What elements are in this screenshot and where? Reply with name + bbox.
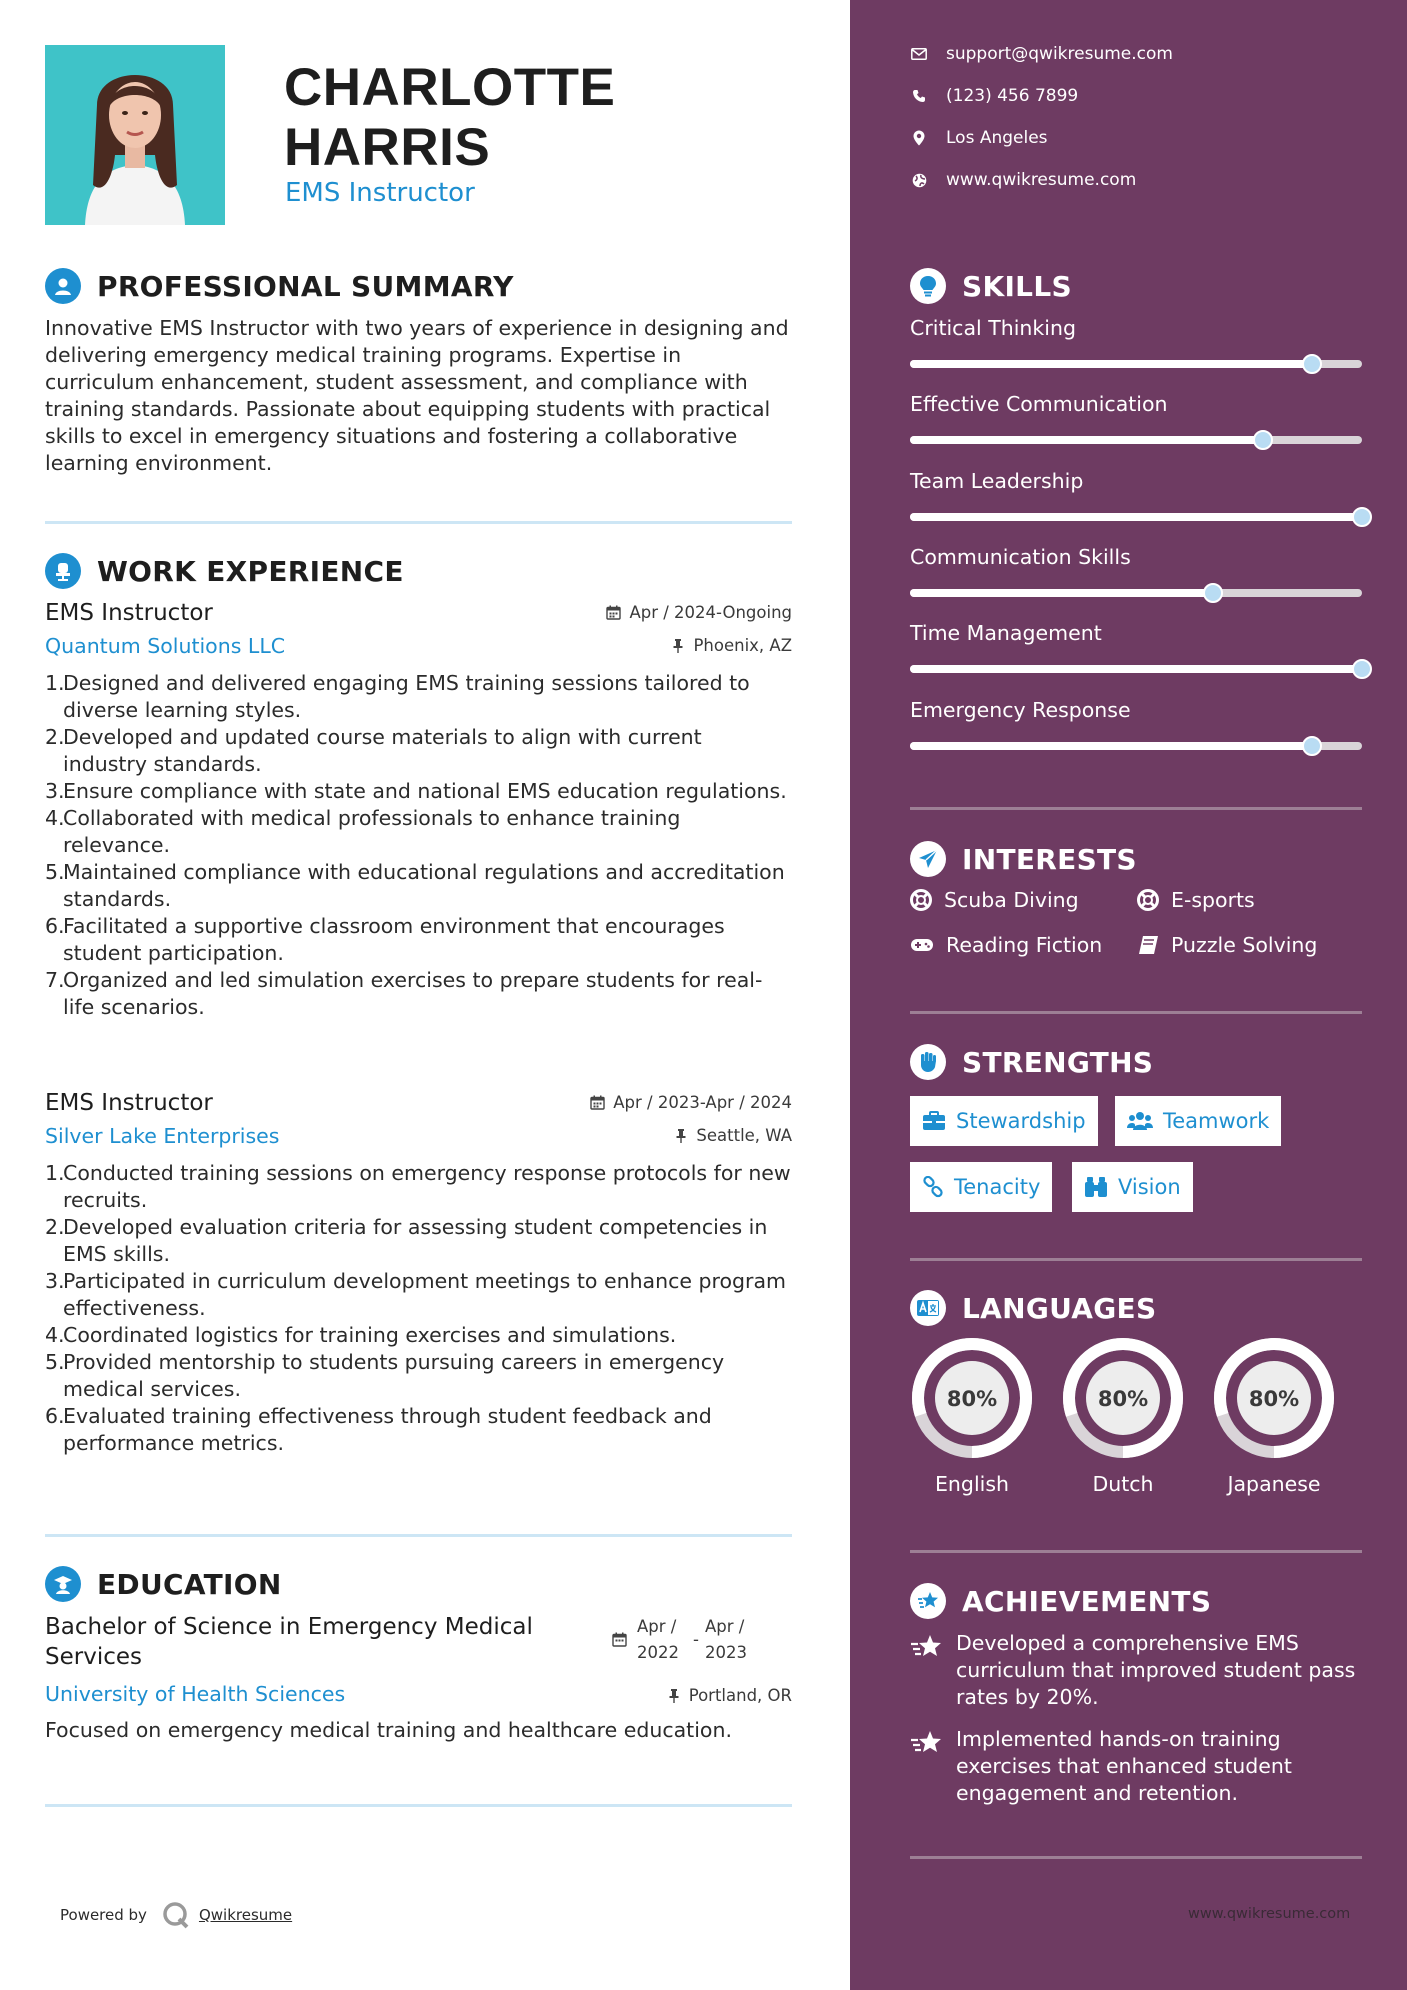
job-title: EMS Instructor — [285, 178, 475, 208]
map-marker-icon — [910, 130, 928, 146]
bullet-item — [45, 1214, 792, 1268]
language-ring — [1061, 1336, 1185, 1460]
job-position: EMS Instructor — [45, 600, 213, 626]
bullet-text: Participated in curriculum development meetings to enhance program effectiveness. — [63, 1269, 787, 1320]
life-ring-icon — [910, 889, 932, 911]
bullet-number: 6. — [45, 914, 65, 938]
summary-title: PROFESSIONAL SUMMARY — [97, 269, 514, 303]
bullet-number: 4. — [45, 1323, 65, 1347]
work-title: WORK EXPERIENCE — [97, 554, 404, 588]
bullet-number: 6. — [45, 1404, 65, 1428]
qwikresume-link[interactable]: Qwikresume — [198, 1906, 293, 1924]
bullet-text: Maintained compliance with educational regulations and accreditation standards. — [63, 860, 785, 911]
skill-item — [910, 621, 1362, 673]
bullet-text: Facilitated a supportive classroom environment that encourages student participation. — [63, 914, 725, 965]
interest-item: Scuba Diving — [910, 888, 1079, 912]
footer-url[interactable]: www.qwikresume.com — [1188, 1906, 1351, 1922]
job-dates: Apr / 2023-Apr / 2024 — [590, 1093, 792, 1112]
bullet-item — [45, 859, 792, 913]
pin-icon — [667, 1688, 681, 1703]
language-name: English — [934, 1472, 1010, 1496]
skill-level-fill — [910, 742, 1312, 750]
bullet-text: Provided mentorship to students pursuing careers in emergency medical services. — [63, 1350, 725, 1401]
language-percent: 80% — [1097, 1387, 1149, 1411]
strengths-heading — [910, 1044, 1153, 1080]
bullet-text: Organized and led simulation exercises to prepare students for real-life scenarios. — [63, 968, 763, 1019]
fist-icon — [910, 1044, 946, 1080]
bullet-text: Developed and updated course materials to align with current industry standards. — [63, 725, 702, 776]
languages-title: LANGUAGES — [962, 1291, 1157, 1325]
candidate-name — [284, 58, 615, 178]
skill-label: Emergency Response — [910, 697, 1131, 722]
strength-chip: Teamwork — [1115, 1096, 1281, 1146]
pin-icon — [671, 638, 685, 653]
skill-level-bar — [910, 360, 1362, 368]
bullet-number: 5. — [45, 1350, 65, 1374]
contact-website[interactable]: www.qwikresume.com — [910, 170, 1136, 190]
interest-item: Puzzle Solving — [1137, 933, 1317, 957]
binoculars-icon — [1084, 1176, 1108, 1198]
gamepad-icon — [910, 937, 934, 953]
divider — [910, 1856, 1362, 1859]
education-heading — [45, 1566, 282, 1602]
interest-item: E-sports — [1137, 888, 1255, 912]
education-dates: Apr / 2022 - Apr / 2023 — [612, 1614, 747, 1666]
languages-heading — [910, 1290, 1156, 1326]
briefcase-chair-icon — [45, 553, 81, 589]
shooting-star-icon — [910, 1728, 944, 1758]
sidebar — [850, 0, 1407, 1990]
job-bullets — [45, 670, 792, 1021]
contact-email[interactable]: support@qwikresume.com — [910, 44, 1173, 64]
bullet-number: 3. — [45, 779, 65, 803]
job-entry — [45, 600, 792, 1021]
calendar-icon — [590, 1095, 605, 1110]
skill-level-bar — [910, 589, 1362, 597]
graduate-icon — [45, 1566, 81, 1602]
book-icon — [1137, 935, 1159, 955]
bullet-number: 3. — [45, 1269, 65, 1293]
language-item — [1212, 1336, 1336, 1496]
achievements-heading — [910, 1583, 1211, 1619]
briefcase-icon — [922, 1111, 946, 1131]
bullet-text: Collaborated with medical professionals to enhance training relevance. — [63, 806, 681, 857]
skill-level-knob — [1302, 354, 1322, 374]
degree: Bachelor of Science in Emergency Medical Services — [45, 1614, 533, 1670]
skill-level-knob — [1352, 507, 1372, 527]
qwikresume-logo-icon — [161, 1900, 191, 1930]
skills-heading — [910, 268, 1072, 304]
phone-icon — [910, 89, 928, 103]
language-percent: 80% — [1248, 1387, 1300, 1411]
skill-label: Critical Thinking — [910, 316, 1076, 340]
education-title: EDUCATION — [97, 1567, 282, 1601]
skill-level-knob — [1302, 736, 1322, 756]
skills-title: SKILLS — [962, 269, 1072, 303]
paper-plane-icon — [910, 841, 946, 877]
bullet-item — [45, 1322, 792, 1349]
life-ring-icon — [1137, 889, 1159, 911]
divider — [45, 521, 792, 524]
bullet-item — [45, 670, 792, 724]
link-icon — [922, 1176, 944, 1198]
bullet-number: 2. — [45, 1215, 65, 1239]
interest-item: Reading Fiction — [910, 933, 1102, 957]
shooting-star-icon — [910, 1632, 944, 1662]
divider — [910, 1011, 1362, 1014]
job-bullets — [45, 1160, 792, 1457]
strength-chip: Stewardship — [910, 1096, 1098, 1146]
education-description: Focused on emergency medical training and healthcare education. — [45, 1718, 732, 1742]
job-company: Silver Lake Enterprises — [45, 1124, 280, 1148]
skill-item — [910, 469, 1362, 521]
divider — [45, 1804, 792, 1807]
job-entry — [45, 1090, 792, 1457]
strength-chip: Vision — [1072, 1162, 1193, 1212]
first-name: CHARLOTTE — [284, 58, 616, 117]
divider — [45, 1534, 792, 1537]
bullet-item — [45, 724, 792, 778]
skill-item — [910, 545, 1362, 597]
bullet-item — [45, 1349, 792, 1403]
interests-title: INTERESTS — [962, 842, 1137, 876]
job-location: Seattle, WA — [674, 1126, 792, 1145]
school: University of Health Sciences — [45, 1682, 346, 1706]
achievement-item: Developed a comprehensive EMS curriculum that improved student pass rates by 20%. — [910, 1630, 1362, 1711]
bullet-text: Developed evaluation criteria for assessing student competencies in EMS skills. — [63, 1215, 768, 1266]
skill-level-bar — [910, 513, 1362, 521]
bullet-item — [45, 1268, 792, 1322]
profile-photo — [45, 45, 225, 225]
language-ring — [910, 1336, 1034, 1460]
bullet-item — [45, 967, 792, 1021]
skill-item — [910, 316, 1362, 368]
powered-by: Powered by Qwikresume — [60, 1900, 292, 1930]
skill-level-fill — [910, 589, 1213, 597]
work-heading — [45, 553, 404, 589]
interests-heading — [910, 841, 1137, 877]
job-company: Quantum Solutions LLC — [45, 634, 286, 658]
achievements-title: ACHIEVEMENTS — [962, 1584, 1212, 1618]
calendar-icon — [612, 1632, 627, 1647]
bullet-number: 2. — [45, 725, 65, 749]
translate-icon — [910, 1290, 946, 1326]
bullet-item — [45, 805, 792, 859]
globe-icon — [910, 173, 928, 188]
skill-label: Effective Communication — [910, 392, 1168, 417]
language-ring — [1212, 1336, 1336, 1460]
bullet-number: 7. — [45, 968, 65, 992]
skill-level-fill — [910, 360, 1312, 368]
language-name: Japanese — [1227, 1472, 1321, 1496]
achievement-item: Implemented hands-on training exercises that enhanced student engagement and retention. — [910, 1726, 1362, 1807]
skill-level-bar — [910, 436, 1362, 444]
divider — [910, 1258, 1362, 1261]
summary-heading — [45, 268, 514, 304]
language-percent: 80% — [946, 1387, 998, 1411]
skill-label: Communication Skills — [910, 544, 1131, 569]
job-position: EMS Instructor — [45, 1090, 213, 1116]
bullet-text: Evaluated training effectiveness through student feedback and performance metrics. — [63, 1404, 712, 1455]
skill-level-bar — [910, 742, 1362, 750]
bullet-text: Designed and delivered engaging EMS training sessions tailored to diverse learning styles. — [63, 671, 750, 722]
bullet-text: Coordinated logistics for training exercises and simulations. — [63, 1323, 677, 1347]
strengths-title: STRENGTHS — [962, 1045, 1154, 1079]
pin-icon — [674, 1128, 688, 1143]
job-location: Phoenix, AZ — [671, 636, 792, 655]
skill-label: Time Management — [910, 621, 1102, 646]
star-badge-icon — [910, 1583, 946, 1619]
contact-phone[interactable]: (123) 456 7899 — [910, 86, 1078, 106]
contact-location: Los Angeles — [910, 128, 1048, 148]
bullet-item — [45, 778, 792, 805]
bullet-number: 1. — [45, 671, 65, 695]
bullet-number: 5. — [45, 860, 65, 884]
education-location: Portland, OR — [667, 1686, 792, 1705]
bullet-item — [45, 1160, 792, 1214]
lightbulb-icon — [910, 268, 946, 304]
skill-level-fill — [910, 665, 1362, 673]
skill-level-knob — [1352, 659, 1372, 679]
calendar-icon — [606, 605, 621, 620]
bullet-text: Conducted training sessions on emergency response protocols for new recruits. — [63, 1161, 791, 1212]
summary-text: Innovative EMS Instructor with two years of experience in designing and delivering emergency medical training programs. Expertise in curriculum enhancement, student assessment, and compliance with training standards. Passionate about equipping students with practical skills to excel in emergency situations and fostering a collaborative learning environment. — [45, 316, 789, 475]
skill-level-fill — [910, 436, 1263, 444]
bullet-number: 4. — [45, 806, 65, 830]
users-icon — [1127, 1111, 1153, 1131]
envelope-icon — [910, 48, 928, 60]
language-item — [910, 1336, 1034, 1496]
strength-chip: Tenacity — [910, 1162, 1052, 1212]
bullet-item — [45, 1403, 792, 1457]
skill-level-knob — [1203, 583, 1223, 603]
language-item — [1061, 1336, 1185, 1496]
skill-item — [910, 698, 1362, 750]
language-name: Dutch — [1092, 1472, 1154, 1496]
skill-label: Team Leadership — [910, 468, 1084, 493]
skill-item — [910, 392, 1362, 444]
divider — [910, 807, 1362, 810]
divider — [910, 1550, 1362, 1553]
skill-level-knob — [1253, 430, 1273, 450]
last-name: HARRIS — [284, 118, 491, 177]
job-dates: Apr / 2024-Ongoing — [606, 603, 792, 622]
bullet-item — [45, 913, 792, 967]
skill-level-fill — [910, 513, 1362, 521]
bullet-text: Ensure compliance with state and national EMS education regulations. — [63, 779, 787, 803]
user-icon — [45, 268, 81, 304]
skill-level-bar — [910, 665, 1362, 673]
bullet-number: 1. — [45, 1161, 65, 1185]
